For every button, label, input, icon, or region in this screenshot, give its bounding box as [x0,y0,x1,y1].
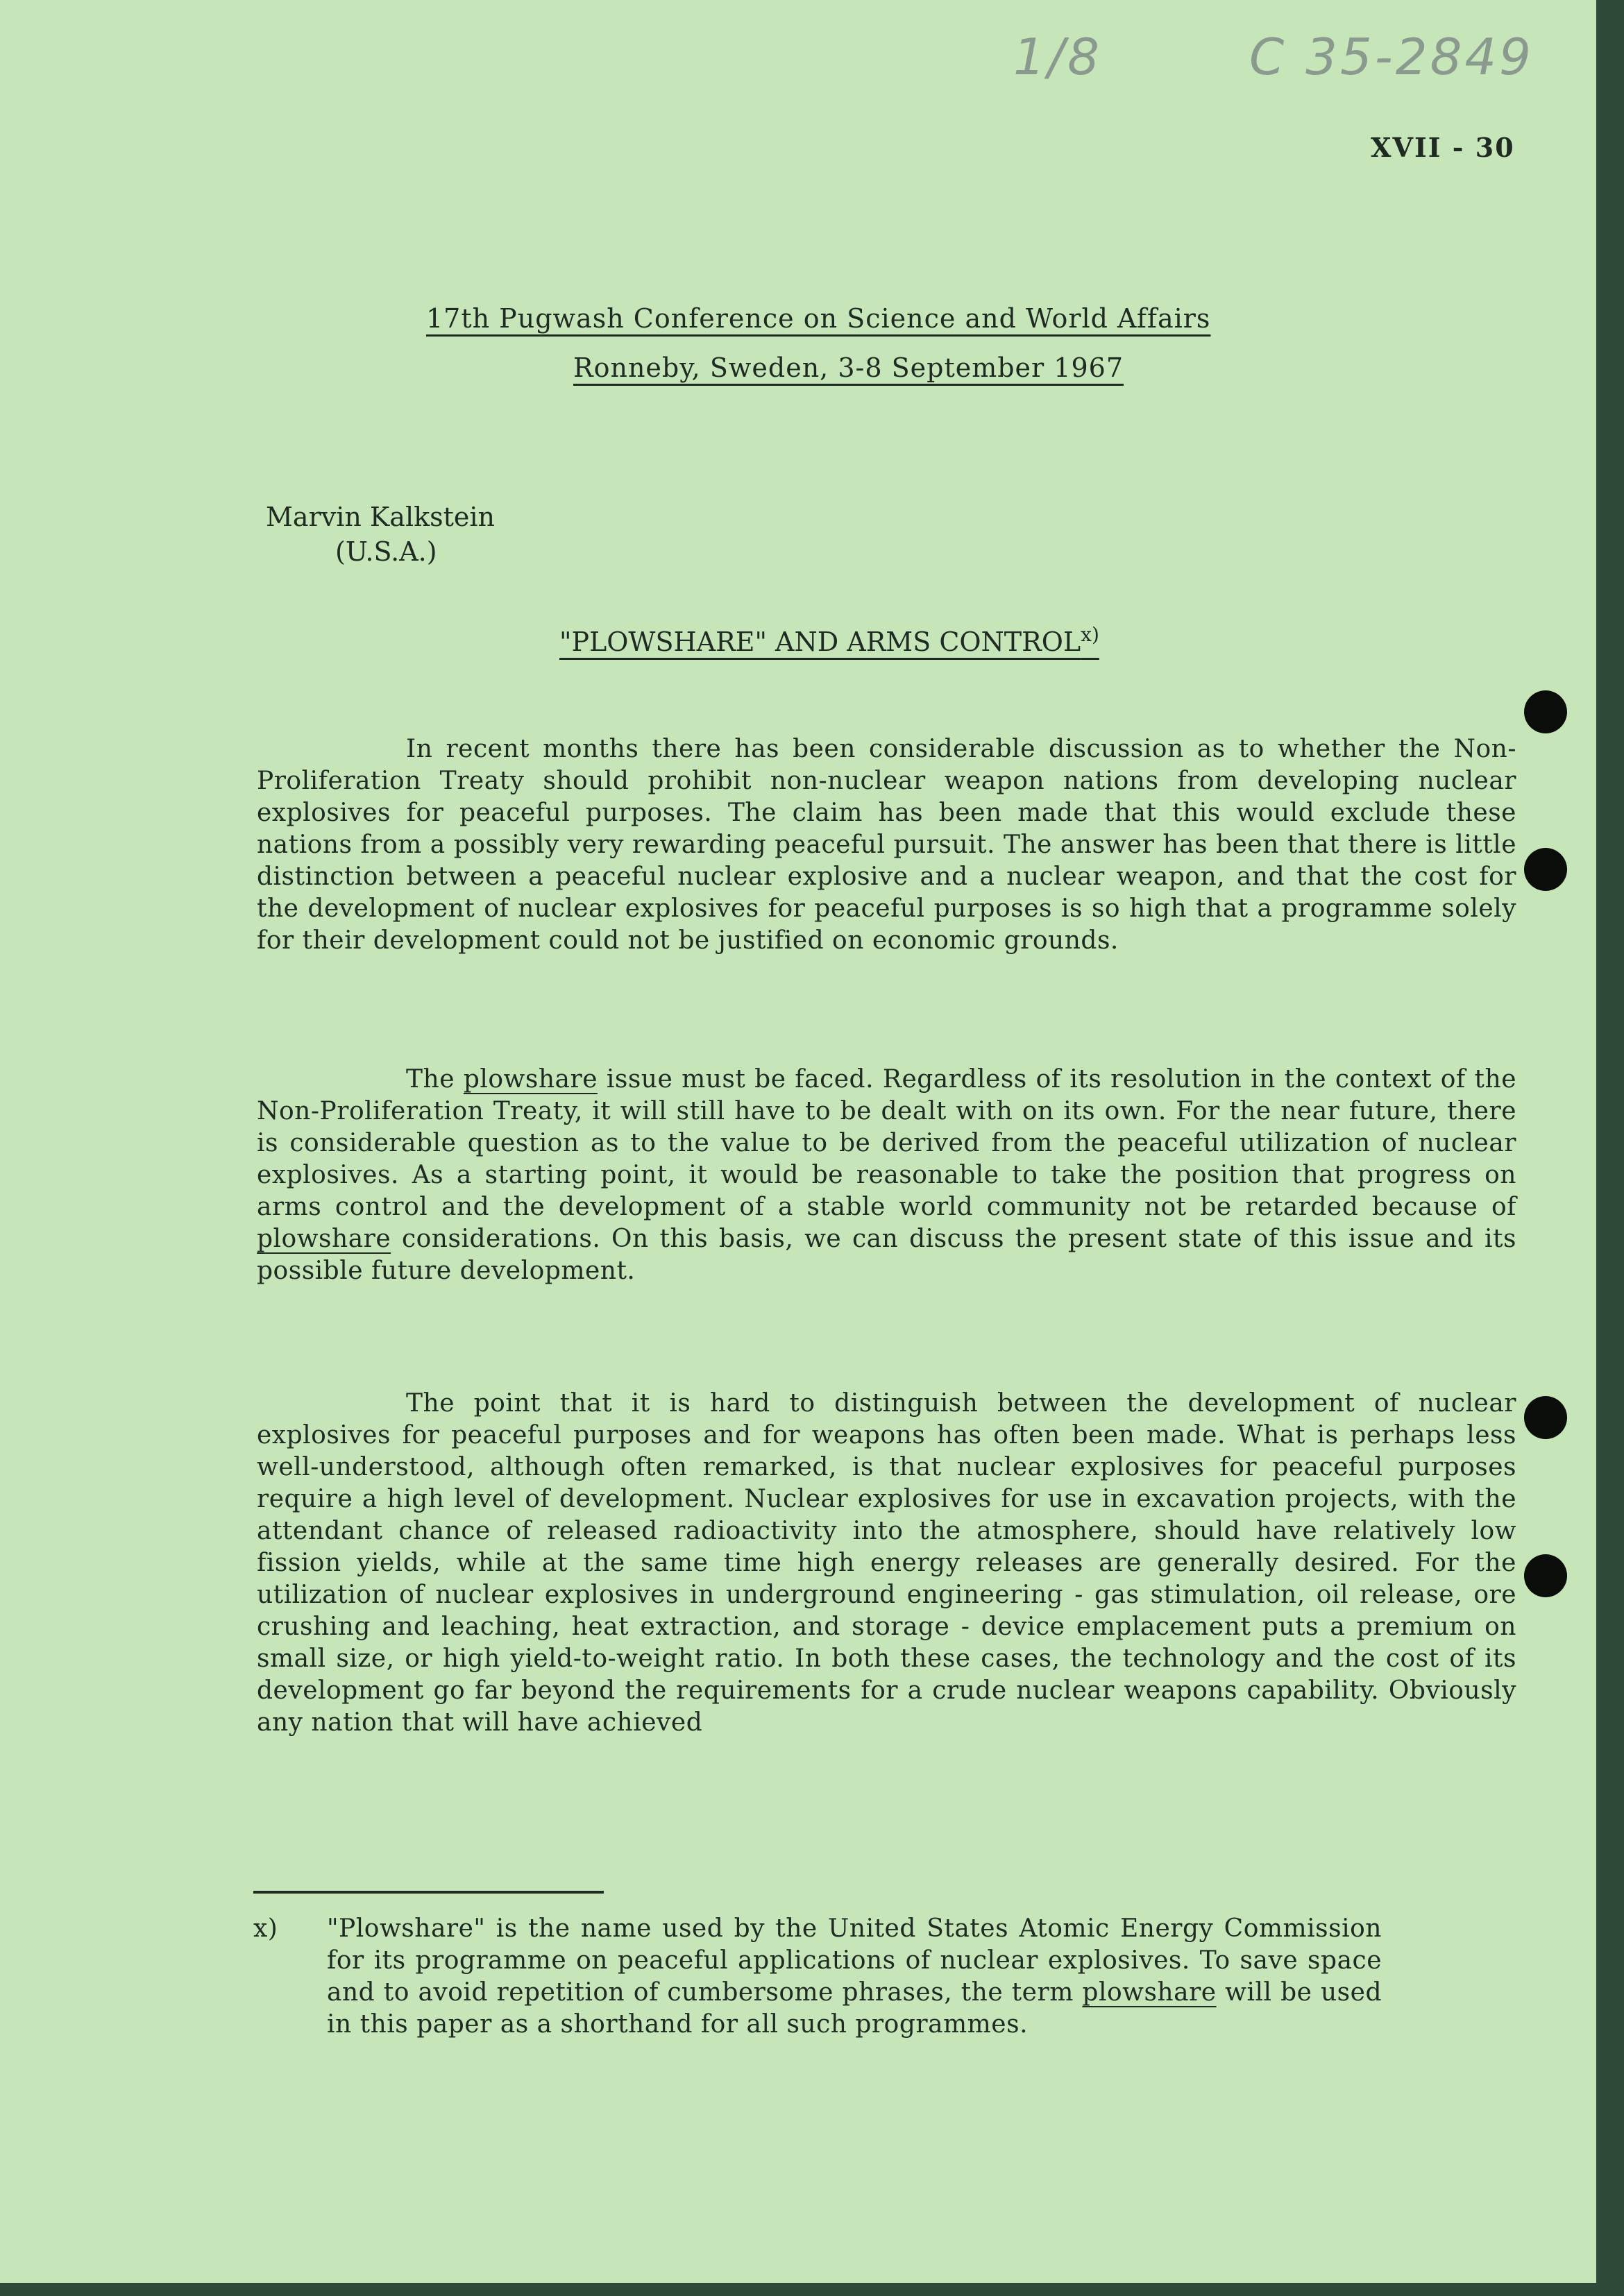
paragraph-2-text-c: considerations. On this basis, we can discuss the present state of this issue and its possible future development. [257,1225,1516,1285]
document-number: XVII - 30 [1371,132,1515,163]
author-country: (U.S.A.) [335,536,437,567]
handwritten-page-count: 1/8 [1013,28,1102,86]
conference-place: Ronneby, Sweden, 3-8 September 1967 [573,352,1124,383]
paragraph-2-text-a: The [406,1065,455,1094]
footnote-text-b: will be used in this paper as a shorthand for all such programmes. [327,1978,1382,2039]
paper-title [559,623,1099,657]
punch-hole [1524,690,1567,733]
footnote-divider [253,1891,604,1894]
footnote-text [327,1913,1382,2041]
paragraph-2-text-b: issue must be faced. Regardless of its resolution in the context of the Non-Proliferation Treaty, it will still have to be dealt with on its own. For the near future, there is considerable question as to the value to be derived from the peaceful utilization of nuclear explosives. As a starting point, it would be reasonable to take the position that progress on arms control and the development of a stable world community not be retarded because of [257,1065,1516,1221]
paper-title-text: "PLOWSHARE" AND ARMS CONTROL [559,627,1081,657]
author-name: Marvin Kalkstein [266,502,496,532]
conference-title: 17th Pugwash Conference on Science and World Affairs [426,303,1211,334]
footnote [253,1913,1433,2041]
punch-hole [1524,848,1567,891]
underlined-term: plowshare [1082,1978,1217,2007]
title-footnote-marker: x) [1081,623,1099,646]
footnote-marker: x) [253,1914,278,1943]
paragraph-3: The point that it is hard to distinguish between the development of nuclear explosives for peaceful purposes and for weapons has often been made. What is perhaps less well-understood, although often remarked, is that nuclear explosives for peaceful purposes require a high level of development. Nuclear explosives for use in excavation projects, with the attendant chance of released radioactivity into the atmosphere, should have relatively low fission yields, while at the same time high energy releases are generally desired. For the utilization of nuclear explosives in underground engineering - gas stimulation, oil release, ore crushing and leaching, heat extraction, and storage - device emplacement puts a premium on small size, or high yield-to-weight ratio. In both these cases, the technology and the cost of its development go far beyond the requirements for a crude nuclear weapons capability. Obviously any nation that will have achieved [257,1389,1516,1737]
author-block [266,500,495,569]
footnote-text-a: "Plowshare" is the name used by the United States Atomic Energy Commission for its programme on peaceful applications of nuclear explosives. To save space and to avoid repetition of cumbersome phrases, the term [327,1914,1382,2007]
handwritten-archive-number: C 35-2849 [1249,28,1534,86]
paragraph-2 [257,1064,1516,1287]
underlined-term: plowshare [463,1065,598,1094]
punch-hole [1524,1396,1567,1439]
punch-hole [1524,1554,1567,1597]
paragraph-1: In recent months there has been considerable discussion as to whether the Non-Proliferation Treaty should prohibit non-nuclear weapon nations from developing nuclear explosives for peaceful purposes. The claim has been made that this would exclude these nations from a possibly very rewarding peaceful pursuit. The answer has been that there is little distinction between a peaceful nuclear explosive and a nuclear weapon, and that the cost for the development of nuclear explosives for peaceful purposes is so high that a programme solely for their development could not be justified on economic grounds. [257,735,1516,955]
underlined-term: plowshare [257,1225,391,1253]
